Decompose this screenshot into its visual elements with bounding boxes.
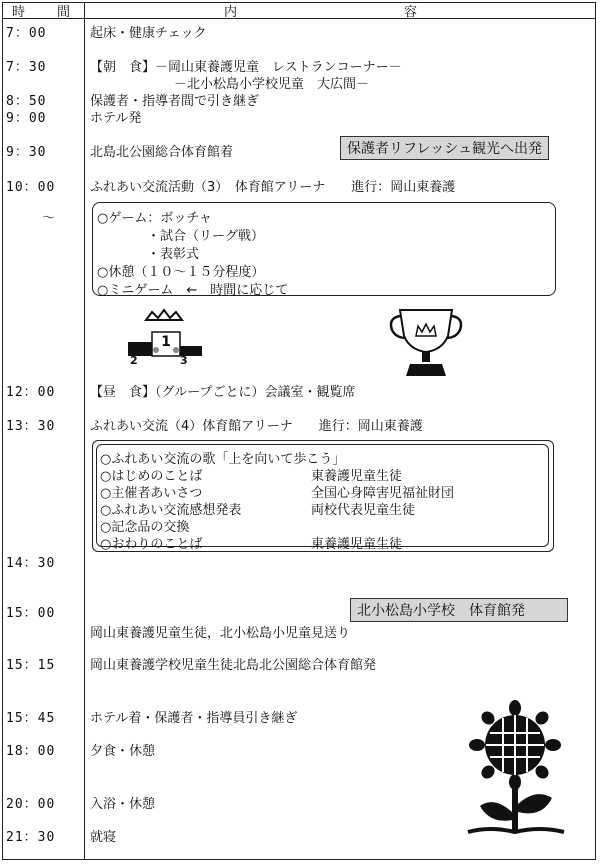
activity-dinner: 夕食・休憩 (90, 744, 156, 759)
ceremony-box (92, 440, 554, 552)
time-1000: 10：00 (6, 180, 56, 195)
activity-exchange-4: ふれあい交流（4）体育館アリーナ 進行：岡山東養護 (90, 419, 423, 434)
header-time: 時 間 (12, 5, 73, 20)
activity-lunch: 【昼 食】（グループごとに）会議室・観覧席 (90, 385, 356, 400)
ceremony-item-4-speaker: 両校代表児童生徒 (311, 503, 416, 518)
podium-illustration (116, 306, 212, 364)
activity-depart-hotel: ホテル発 (90, 111, 142, 126)
time-1330: 13：30 (6, 419, 56, 434)
time-0730: 7：30 (6, 60, 47, 75)
time-2130: 21：30 (6, 830, 56, 845)
time-0930: 9：30 (6, 145, 47, 160)
time-1545: 15：45 (6, 711, 56, 726)
time-1515: 15：15 (6, 658, 56, 673)
trophy-illustration (386, 306, 466, 380)
ceremony-box-inner (96, 444, 549, 552)
banner-school-depart: 北小松島小学校 体育館発 (350, 598, 568, 622)
header-content-2: 容 (404, 5, 420, 20)
ceremony-item-5: ○記念品の交換 (100, 520, 190, 535)
ceremony-item-4: ○ふれあい交流感想発表 (100, 503, 242, 518)
podium-third: 3 (180, 354, 188, 364)
banner-parent-refresh: 保護者リフレッシュ観光へ出発 (340, 136, 549, 160)
activity-send-off: 岡山東養護児童生徒，北小松島小児童見送り (90, 626, 351, 641)
ceremony-item-3-speaker: 全国心身障害児福祉財団 (311, 486, 455, 501)
time-0900: 9：00 (6, 111, 47, 126)
activity-arrive-gym: 北島北公園総合体育館着 (90, 145, 234, 160)
activity-bath: 入浴・休憩 (90, 797, 156, 812)
activity-hotel-arrive: ホテル着・保護者・指導員引き継ぎ (90, 711, 298, 726)
ceremony-item-2-speaker: 東養護児童生徒 (311, 469, 403, 484)
time-2000: 20：00 (6, 797, 56, 812)
time-0700: 7：00 (6, 26, 47, 41)
activity-breakfast-2: －北小松島小学校児童 大広間－ (174, 77, 370, 92)
ceremony-item-2: ○はじめのことば (100, 469, 203, 484)
game-line-1: ○ゲーム：ボッチャ (97, 211, 212, 226)
sunflower-illustration (460, 700, 570, 840)
ceremony-item-3: ○主催者あいさつ (100, 486, 203, 501)
time-1500: 15：00 (6, 606, 56, 621)
time-tilde: ～ (42, 211, 57, 226)
ceremony-item-1: ○ふれあい交流の歌「上を向いて歩こう」 (100, 452, 346, 467)
game-line-2: ・試合（リーグ戦） (147, 229, 265, 244)
activity-wakeup: 起床・健康チェック (90, 26, 207, 41)
game-line-3: ・表彰式 (147, 247, 200, 262)
activity-handover: 保護者・指導者間で引き継ぎ (90, 94, 260, 109)
activity-sleep: 就寝 (90, 830, 117, 845)
game-line-5: ○ミニゲーム ← 時間に応じて (97, 283, 289, 298)
activity-depart-gym: 岡山東養護学校児童生徒北島北公園総合体育館発 (90, 658, 377, 673)
column-divider (84, 2, 85, 860)
game-line-4: ○休憩（１０～１５分程度） (97, 265, 265, 280)
time-0850: 8：50 (6, 94, 47, 109)
time-1200: 12：00 (6, 385, 56, 400)
podium-second: 2 (130, 354, 138, 364)
ceremony-item-6: ○おわりのことば (100, 537, 203, 552)
time-1430: 14：30 (6, 556, 56, 571)
activity-exchange-3: ふれあい交流活動（3） 体育館アリーナ 進行：岡山東養護 (90, 180, 456, 195)
header-divider (2, 18, 596, 19)
activity-breakfast: 【朝 食】－岡山東養護児童 レストランコーナー－ (90, 60, 402, 75)
header-content-1: 内 (224, 5, 240, 20)
time-1800: 18：00 (6, 744, 56, 759)
ceremony-item-6-speaker: 東養護児童生徒 (311, 537, 403, 552)
podium-first: 1 (161, 334, 171, 350)
game-box (92, 202, 556, 296)
